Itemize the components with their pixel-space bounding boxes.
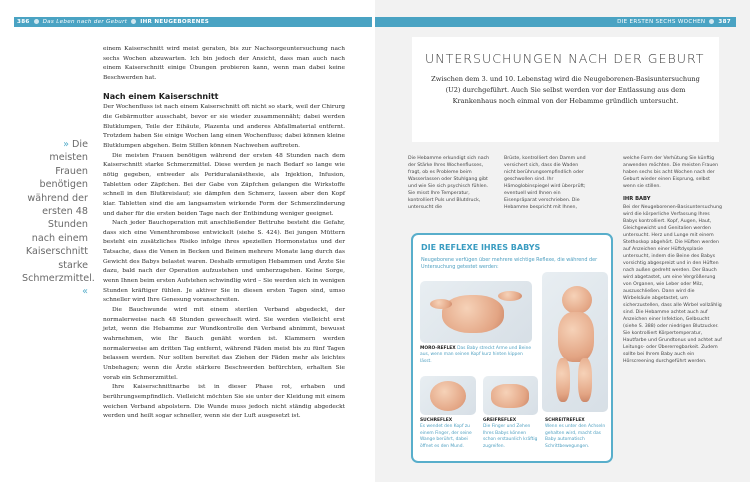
column-text: welche Form der Verhütung Sie künftig anwenden möchten. Die meisten Frauen haben sechs bis acht Wochen nach der Geburt wieder einen Eisprung, selbst wenn sie stillen. — [623, 156, 719, 189]
running-head-left — [14, 17, 372, 27]
moro-caption — [420, 346, 532, 365]
rooting-caption — [420, 418, 476, 450]
rooting-text: Es wendet den Kopf zu einem Finger, der seine Wange berührt, dabei öffnet es den Mund. — [420, 424, 472, 449]
moro-text: Das Baby streckt Arme und Beine aus, wenn man seinen Kopf kurz hinten kippen lässt. — [420, 346, 532, 364]
moro-reflex-photo — [420, 281, 532, 343]
grasp-caption — [483, 418, 538, 450]
feature-title: UNTERSUCHUNGEN NACH DER GEBURT — [425, 51, 705, 66]
column-text: Die Hebamme erkundigt sich nach der Stärke Ihres Wochenflusses, fragt, ob es Probleme beim Wasserlassen oder Stuhlgang gibt und wie Sie sich psychisch fühlen. Sie misst Ihre Temperatur, kontrolliert Puls und Blutdruck, untersucht die — [408, 156, 490, 210]
paragraph: Der Wochenfluss ist nach einem Kaiserschnitt oft nicht so stark, weil der Chirurg die Gebärmutter ausschabt, bevor er sie wieder zusammennäht; dabei werden Blutklumpen, Teile der Eihäute, Plazenta und anderes Abfallmaterial entfernt. Trotzdem haben Sie einige Wochen lang einen Wochenfluss; dabei können kleine Blutklumpen abgehen. Beim Stillen können Nachwehen auftreten. — [103, 104, 345, 149]
baby-arm — [430, 299, 452, 309]
paragraph: Die meisten Frauen benötigen während der ersten 48 Stunden nach dem Kaiserschnitt starke Schmerzmittel. Diese werden je nach Bedarf so lange wie nötig gegeben, entweder als Periduralanästhesie, als Injektion, Infusion, Tabletten oder Zäpfchen. Bei der Gabe von Zäpfchen gelangen die Wirkstoffe schnell in den Blutkreislauf; sie dämpfen den Schmerz, lassen aber den Kopf klar. Tabletten sind die am langsamsten wirkende Form der Schmerzlinderung und daher für die ersten beiden Tage nach der Entbindung weniger geeignet. — [103, 152, 345, 217]
grasp-label: GREIFREFLEX — [483, 418, 517, 423]
page-number-left: 386 — [17, 19, 30, 25]
rooting-label: SUCHREFLEX — [420, 418, 453, 423]
baby-leg — [578, 358, 592, 402]
feature-title-box — [412, 37, 719, 142]
column-heading: IHR BABY — [623, 196, 651, 202]
grasp-text: Die Finger und Zehen Ihres Babys können schon erstaunlich kräftig zugreifen. — [483, 424, 538, 449]
right-page — [375, 0, 750, 482]
baby-hand — [491, 384, 529, 408]
baby-leg — [556, 358, 570, 402]
stepping-reflex-photo — [542, 272, 608, 412]
reflexes-intro: Neugeborene verfügen über mehrere wichtige Reflexe, die während der Untersuchung getestet werden: — [421, 257, 598, 270]
separator-dot-icon — [131, 19, 136, 24]
separator-dot-icon — [709, 19, 714, 24]
stepping-label: SCHREITREFLEX — [545, 418, 585, 423]
moro-label: MORO-REFLEX — [420, 346, 456, 351]
column-text: Brüste, kontrolliert den Damm und versichert sich, dass die Waden nicht berührungsempfindlich oder geschwollen sind. Ihr Hämoglobinspiegel wird überprüft; eventuell wird Ihnen ein Eisenpräparat verschrieben. Die Hebamme bespricht mit Ihnen, — [504, 156, 586, 210]
running-head-chapter: IHR NEUGEBORENES — [140, 19, 210, 25]
separator-dot-icon — [34, 19, 39, 24]
pull-quote — [22, 138, 95, 299]
quote-close-mark: « — [82, 286, 88, 298]
baby-figure — [442, 295, 504, 333]
body-text-column — [103, 45, 345, 422]
stepping-caption — [545, 418, 607, 450]
running-head-section: Das Leben nach der Geburt — [42, 19, 128, 25]
baby-head — [562, 286, 592, 314]
stepping-text: Wenn es unter den Achseln gehalten wird, macht das Baby automatisch Schrittbewegungen. — [545, 424, 606, 449]
grasp-reflex-photo — [483, 376, 538, 415]
paragraph: Die Bauchwunde wird mit einem sterilen Verband abgedeckt, der normalerweise nach 48 Stunden gewechselt wird. Sie werden vielleicht erst jetzt, wenn die Hebamme zur Wundkontrolle den Verband abnimmt, bewusst wahrnehmen, wie Ihr Bauch genäht worden ist. Klammern werden normalerweise am dritten Tag entfernt, während Fäden meist bis zu fünf Tagen belassen werden. Nur sollten bereitet das Ziehen der Fäden mehr als leichtes Unbehagen; wenn die Ärzte stärkere Beschwerden befürchten, erhalten Sie vorab ein Schmerzmittel. — [103, 307, 345, 381]
feature-intro: Zwischen dem 3. und 10. Lebenstag wird die Neugeborenen-Basisuntersuchung (U2) durchgeführt. Auch Sie selbst werden vor der Entlassung aus dem Krankenhaus noch einmal von der Hebamme gründlich untersucht. — [431, 75, 700, 105]
text-column-3 — [623, 155, 723, 365]
text-column-2 — [504, 155, 590, 211]
running-head-title: DIE ERSTEN SECHS WOCHEN — [617, 19, 706, 25]
baby-body — [558, 312, 594, 362]
text-column-1 — [408, 155, 494, 211]
reflexes-box — [411, 233, 613, 463]
baby-leg — [498, 291, 522, 301]
quote-open-mark: » — [63, 139, 69, 150]
baby-face — [430, 381, 466, 411]
pull-quote-text: Die meisten Frauen benötigen während der ersten 48 Stunden nach einem Kaiserschnitt starke Schmerzmittel. — [22, 139, 95, 285]
column-text: Bei der Neugeborenen-Basisuntersuchung wird die körperliche Verfassung Ihres Babys kontrolliert. Kopf, Augen, Haut, Gleichgewicht und Genitalien werden untersucht. Herz und Lunge mit einem Stethoskop abgehört. Die Hüften werden auf Anzeichen einer Hüftdysplasie untersucht, indem die Beine des Babys vorsichtig abgespreizt und in den Hüften nach außen gedreht werden. Der Bauch wird abgetastet, um eine Vergrößerung von Organen, wie Leber oder Milz, auszuschließen. Dann wird die Wirbelsäule abgetastet, um sicherzustellen, dass alle Wirbel vollzählig sind. Die Hebamme achtet auch auf Anzeichen einer Infektion, Gelbsucht (siehe S. 388) oder niedrigen Blutzucker. Sie kontrolliert Körpertemperatur, Hautfarbe und Grundtonus und achtet auf Leitungs- oder Übererregbarkeit. Zudem sollte bei Ihrem Baby auch ein Hörscreening durchgeführt werden. — [623, 205, 723, 364]
paragraph: einem Kaiserschnitt wird meist geraten, bis zur Nachsorgeuntersuchung nach sechs Wochen abzuwarten. Ich bin jedoch der Ansicht, dass man auch nach einem Kaiserschnitt einige Übungen probieren kann, wenn man dabei keine Beschwerden hat. — [103, 46, 345, 81]
running-head-right — [375, 17, 736, 27]
paragraph: Nach jeder Bauchoperation mit anschließender Bettruhe besteht die Gefahr, dass sich eine Venenthrombose entwickelt (siehe S. 424). Bei jungen Müttern besteht ein zusätzliches Risiko infolge ihres speziellen Hormonstatus und der Tatsache, dass die Venen in Becken und Beinen mehrere Monate lang durch das Gewicht des Babys belastet waren. Deshalb ermutigen Hebammen und Ärzte Sie dazu, bald nach der Operation aufzustehen und umherzugehen. Keine Sorge, wenn Ihnen beim ersten Aufstehen schwindlig wird – Sie werden sich in wenigen Stunden kräftiger fühlen. Je aktiver Sie in diesen ersten Tagen sind, umso schneller wird Ihre Genesung voranschreiten. — [103, 220, 345, 304]
section-heading: Nach einem Kaiserschnitt — [103, 91, 219, 101]
rooting-reflex-photo — [420, 376, 476, 415]
paragraph: Ihre Kaiserschnittnarbe ist in dieser Phase rot, erhaben und berührungsempfindlich. Vielleicht möchten Sie sie unter der Kleidung mit einem weichen Verband abpolstern. Die Wunde muss jedoch nicht ständig abgedeckt werden und heilt sogar schneller, wenn sie der Luft ausgesetzt ist. — [103, 384, 345, 420]
page-number-right: 387 — [718, 19, 731, 25]
reflexes-title: DIE REFLEXE IHRES BABYS — [421, 243, 541, 252]
